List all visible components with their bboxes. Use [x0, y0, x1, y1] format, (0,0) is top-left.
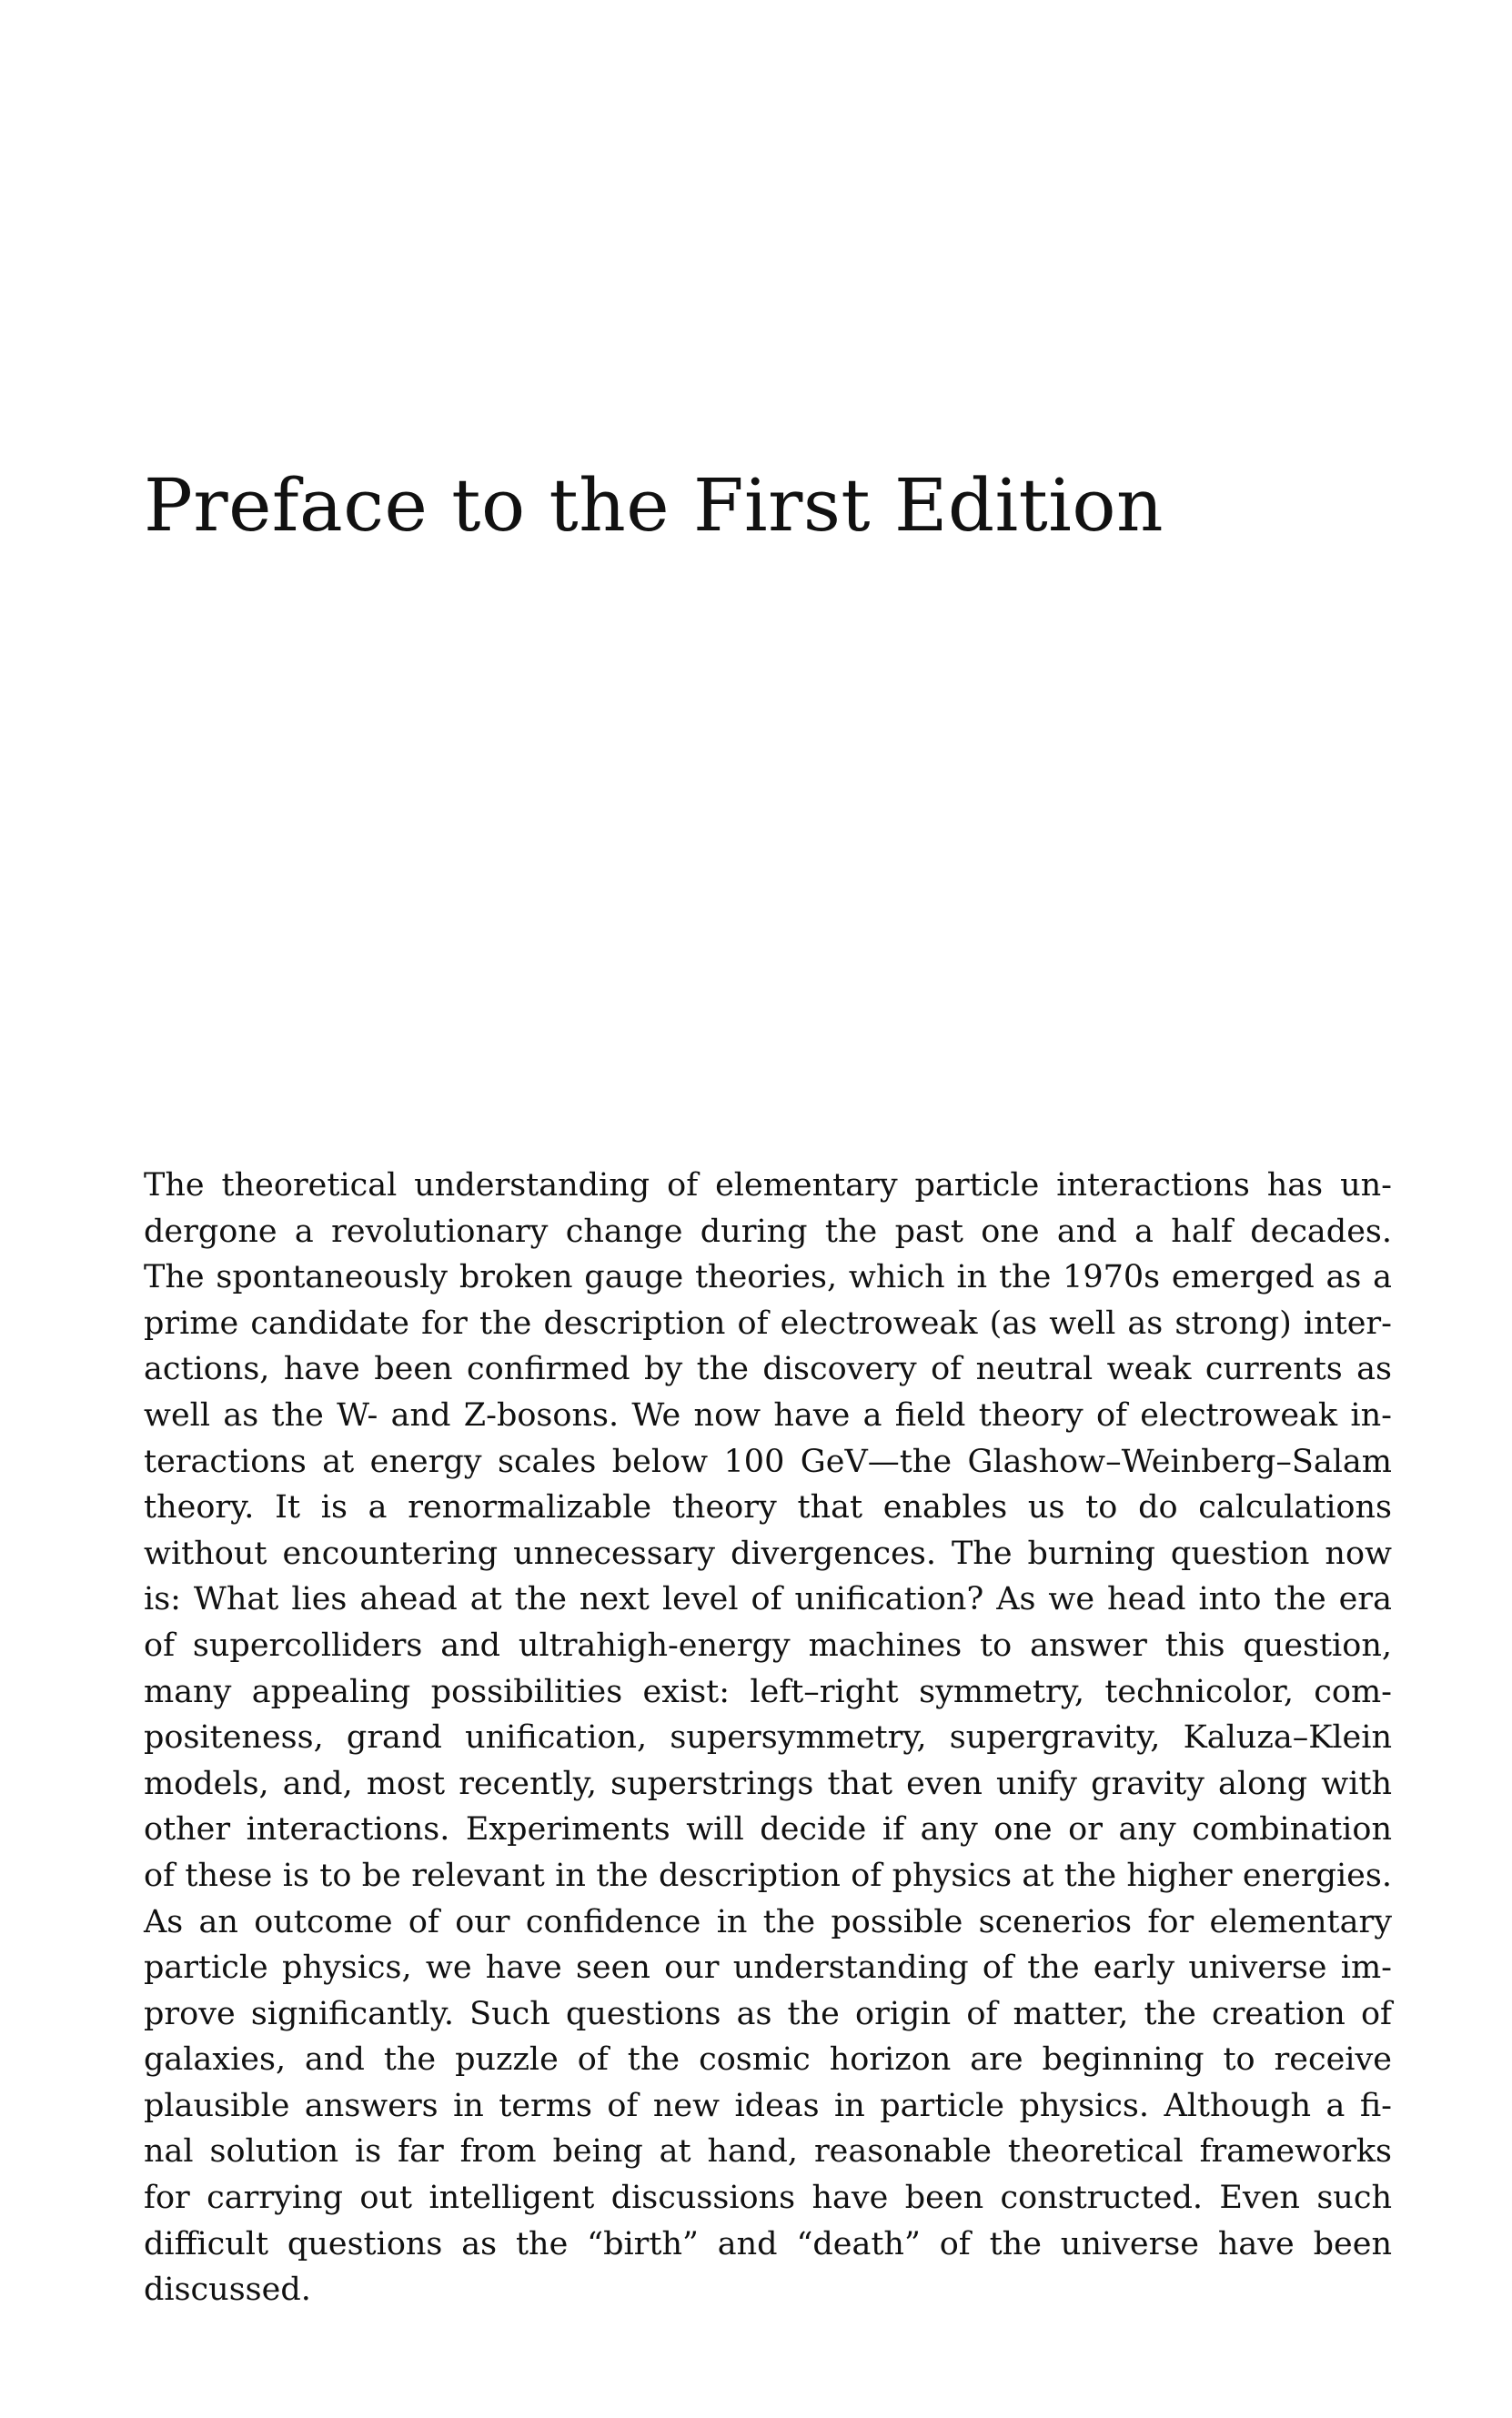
paragraph-line: theory. It is a renormalizable theory that enables us to do calculations [144, 1489, 1392, 1526]
paragraph-line: actions, have been confirmed by the discovery of neutral weak currents as [144, 1351, 1392, 1388]
paragraph-line: other interactions. Experiments will decide if any one or any combination [144, 1811, 1392, 1849]
paragraph-line: of supercolliders and ultrahigh-energy machines to answer this question, [144, 1627, 1392, 1664]
paragraph-line: without encountering unnecessary divergences. The burning question now [144, 1535, 1392, 1572]
paragraph-line: dergone a revolutionary change during the past one and a half decades. [144, 1213, 1392, 1250]
paragraph-line: The theoretical understanding of elementary particle interactions has un- [144, 1167, 1392, 1204]
paragraph-line: nal solution is far from being at hand, reasonable theoretical frameworks [144, 2133, 1392, 2171]
paragraph-line: As an outcome of our confidence in the possible scenerios for elementary [144, 1903, 1392, 1940]
paragraph-line: well as the W- and Z-bosons. We now have a field theory of electroweak in- [144, 1396, 1392, 1434]
preface-paragraph [144, 1163, 1392, 2313]
paragraph-line: prime candidate for the description of electroweak (as well as strong) inter- [144, 1305, 1392, 1342]
paragraph-line: prove significantly. Such questions as the origin of matter, the creation of [144, 1995, 1392, 2032]
chapter-title: Preface to the First Edition [144, 463, 1164, 548]
paragraph-line: plausible answers in terms of new ideas in particle physics. Although a fi- [144, 2087, 1392, 2124]
paragraph-line: is: What lies ahead at the next level of unification? As we head into the era [144, 1581, 1392, 1618]
paragraph-line: many appealing possibilities exist: left–right symmetry, technicolor, com- [144, 1673, 1392, 1710]
paragraph-line: galaxies, and the puzzle of the cosmic horizon are beginning to receive [144, 2041, 1392, 2079]
paragraph-line: difficult questions as the “birth” and “death” of the universe have been [144, 2225, 1392, 2262]
paragraph-line: discussed. [144, 2272, 311, 2309]
paragraph-line: teractions at energy scales below 100 GeV—the Glashow–Weinberg–Salam [144, 1443, 1392, 1480]
paragraph-line: for carrying out intelligent discussions have been constructed. Even such [144, 2180, 1392, 2217]
paragraph-line: particle physics, we have seen our understanding of the early universe im- [144, 1950, 1392, 1987]
paragraph-line: models, and, most recently, superstrings that even unify gravity along with [144, 1765, 1392, 1802]
paragraph-line: The spontaneously broken gauge theories, which in the 1970s emerged as a [144, 1259, 1392, 1296]
paragraph-line: positeness, grand unification, supersymmetry, supergravity, Kaluza–Klein [144, 1719, 1392, 1757]
paragraph-line: of these is to be relevant in the description of physics at the higher energies. [144, 1857, 1392, 1894]
